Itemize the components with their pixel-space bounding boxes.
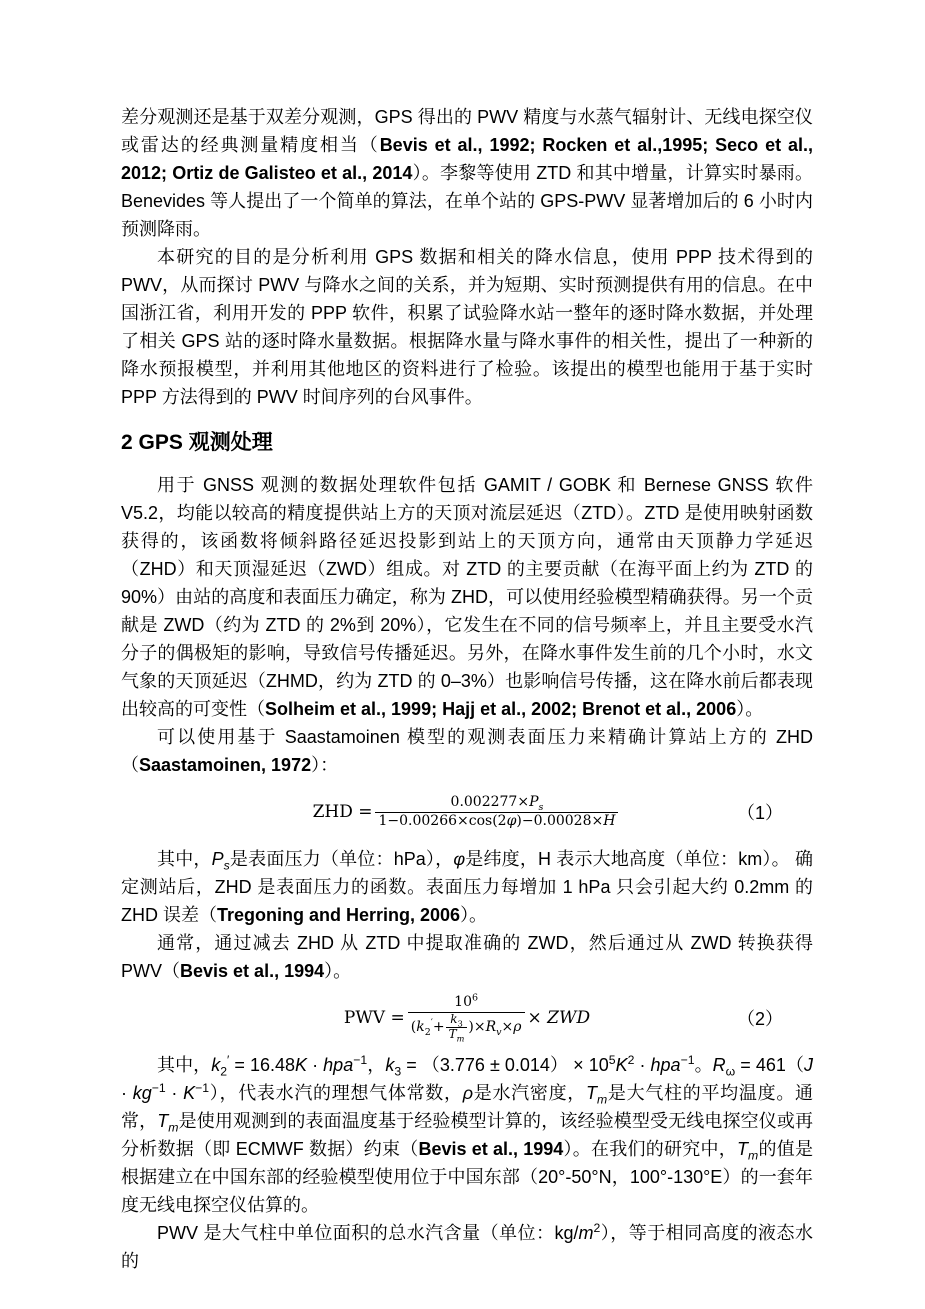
equation-pwv <box>121 991 813 1045</box>
equation-pwv-nested-denominator: $T_m$ <box>446 1027 468 1042</box>
section-heading: 2 GPS 观测处理 <box>121 431 273 454</box>
paragraph-study-purpose: 本研究的目的是分析利用 GPS 数据和相关的降水信息，使用 PPP 技术得到的 PWV，从而探讨 PWV 与降水之间的关系，并为短期、实时预测提供有用的信息。在中国浙江省，利用开发的 PPP 软件，积累了试验降水站一整年的逐时降水数据，并处理了相关 GPS 站的逐时降水量数据。根据降水量与降水事件的相关性，提出了一种新的降水预报模型，并利用其他地区的资料进行了检验。该提出的模型也能用于基于实时 PPP 方法得到的 PWV 时间序列的台风事件。 <box>121 247 813 407</box>
equation-number-2: （2） <box>736 1009 783 1029</box>
equation-zhd-denominator: 1−0.00266×cos(2φ)−0.00028×H <box>375 812 618 831</box>
paragraph-zhd-variables: 其中，$P_s$是表面压力（单位：hPa），φ是纬度，H 表示大地高度（单位：km）。 确定测站后，ZHD 是表面压力的函数。表面压力每增加 1 hPa 只会引起大约 0.2mm 的 ZHD 误差（Tregoning and Herring, 2006）。 <box>121 849 814 925</box>
equation-pwv-body <box>343 992 591 1044</box>
paragraph-pwv-definition: PWV 是大气柱中单位面积的总水汽含量（单位：$kg/m^2$），等于相同高度的液态水的 <box>121 1221 814 1271</box>
equation-zhd-numerator: $0.002277\times P_s$ <box>450 794 544 813</box>
equation-pwv-nested-fraction <box>446 1013 468 1042</box>
paragraph-zwd-to-pwv: 通常，通过减去 ZHD 从 ZTD 中提取准确的 ZWD，然后通过从 ZWD 转换获得 PWV（Bevis et al., 1994）。 <box>121 933 813 981</box>
paragraph-continuation: 差分观测还是基于双差分观测，GPS 得出的 PWV 精度与水蒸气辐射计、无线电探空仪或雷达的经典测量精度相当（Bevis et al., 1992; Rocken et al.,1995; Seco et al., 2012; Ortiz de Galisteo et al., 2014）。李黎等使用 ZTD 和其中增量，计算实时暴雨。Benevides 等人提出了一个简单的算法，在单个站的 GPS-PWV 显著增加后的 6 小时内预测降雨。 <box>121 107 813 239</box>
equation-zhd <box>121 785 813 839</box>
equation-pwv-fraction <box>408 992 525 1044</box>
equation-pwv-den-post: )$\times R_v\times\rho$ <box>468 1019 522 1039</box>
equation-zhd-lhs: ZHD = <box>312 802 373 822</box>
equation-pwv-nested-numerator: $k_3$ <box>450 1011 463 1029</box>
equation-pwv-numerator: $10^6$ <box>454 992 479 1011</box>
equation-zhd-fraction <box>375 794 618 830</box>
equation-number-1: （1） <box>736 803 783 823</box>
paragraph-saastamoinen-intro: 可以使用基于 Saastamoinen 模型的观测表面压力来精确计算站上方的 ZHD（Saastamoinen, 1972）： <box>121 727 813 775</box>
equation-pwv-lhs: PWV = <box>343 1008 405 1028</box>
equation-pwv-denominator <box>408 1012 525 1042</box>
equation-pwv-rhs: × ZWD <box>527 1008 591 1028</box>
paragraph-gnss-processing: 用于 GNSS 观测的数据处理软件包括 GAMIT / GOBK 和 Bernese GNSS 软件 V5.2，均能以较高的精度提供站上方的天顶对流层延迟（ZTD）。ZTD 是使用映射函数获得的，该函数将倾斜路径延迟投影到站上的天顶方向，通常由天顶静力学延迟（ZHD）和天顶湿延迟（ZWD）组成。对 ZTD 的主要贡献（在海平面上约为 ZTD 的 90%）由站的高度和表面压力确定，称为 ZHD，可以使用经验模型精确获得。另一个贡献是 ZWD（约为 ZTD 的 2%到 20%），它发生在不同的信号频率上，并且主要受水汽分子的偶极矩的影响，导致信号传播延迟。另外，在降水事件发生前的几个小时，水文气象的天顶延迟（ZHMD，约为 ZTD 的 0–3%）也影响信号传播，这在降水前后都表现出较高的可变性（Solheim et al., 1999; Hajj et al., 2002; Brenot et al., 2006）。 <box>121 475 813 719</box>
equation-zhd-body <box>313 794 622 830</box>
paragraph-constants: 其中，$k_2' = 16.48K \cdot hpa^{-1}$，$k_3 = (3.776 \pm 0.014) \times 10^5K^2 \cdot hpa^{-1}$。$R_\omega = 461(J \cdot kg^{-1} \cdot K^{-1})$，代表水汽的理想气体常数，ρ是水汽密度，$T_m$是大气柱的平均温度。通常，$T_m$是使用观测到的表面温度基于经验模型计算的，该经验模型受无线电探空仪或再分析数据（即 ECMWF 数据）约束（Bevis et al., 1994）。在我们的研究中，$T_m$的值是根据建立在中国东部的经验模型使用位于中国东部（20°-50°N，100°-130°E）的一套年度无线电探空仪估算的。 <box>121 1053 814 1215</box>
equation-pwv-den-pre: ($k_2'+$ <box>410 1017 445 1039</box>
